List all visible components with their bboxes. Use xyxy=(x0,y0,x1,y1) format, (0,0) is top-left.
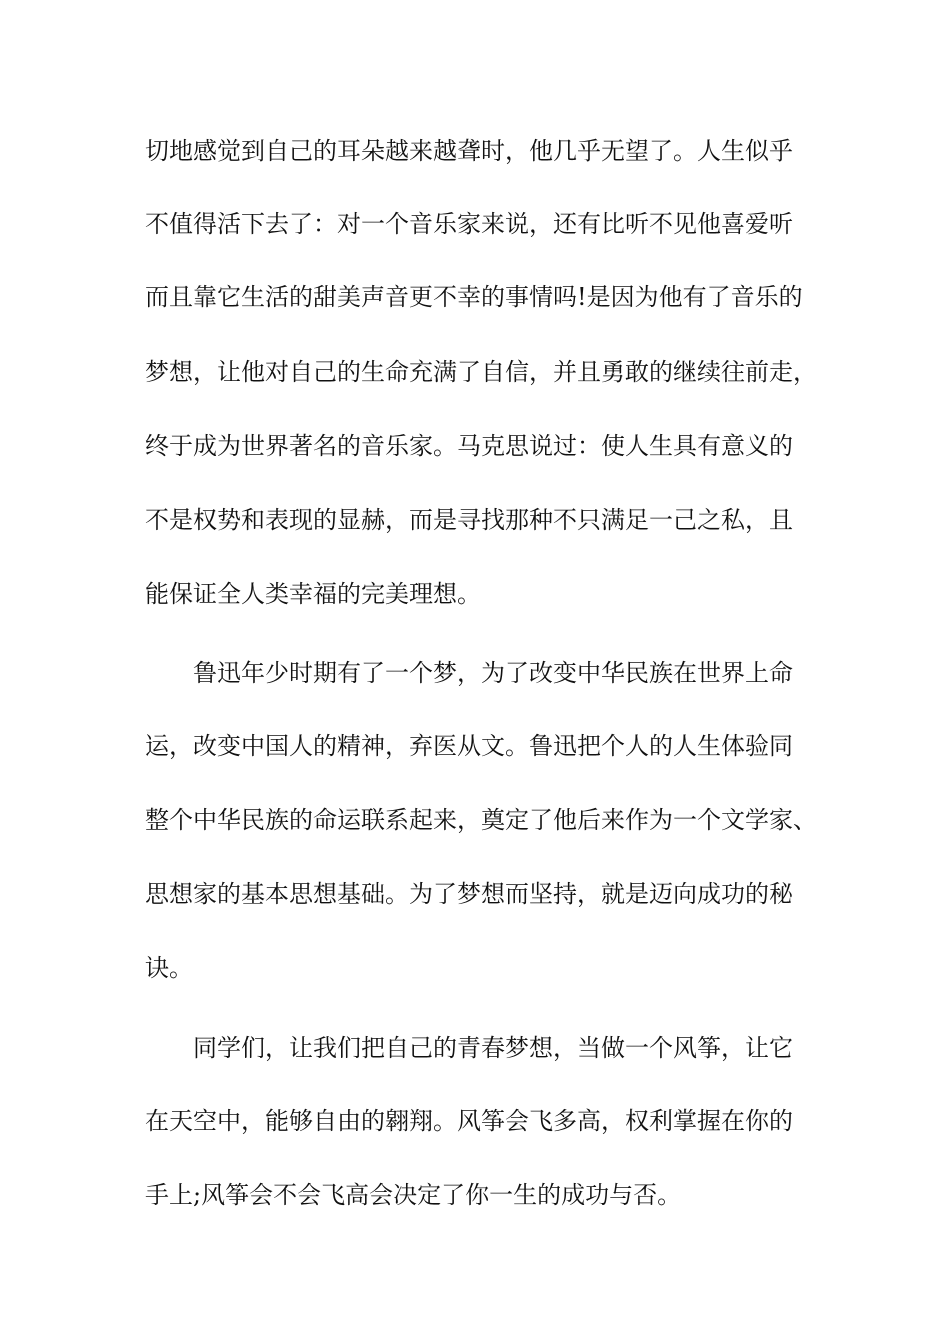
text-line xyxy=(0,426,950,466)
text-line xyxy=(0,726,950,766)
paragraph-start: 鲁迅年少时期有了一个梦，为了改变中华民族在世界上命 xyxy=(193,659,793,687)
text-line xyxy=(0,352,950,392)
text-line-content: 能保证全人类幸福的完美理想。 xyxy=(145,580,481,608)
text-line-content: 整个中华民族的命运联系起来，奠定了他后来作为一个文学家、 xyxy=(145,806,817,834)
text-line xyxy=(0,800,950,840)
text-line xyxy=(0,1101,950,1141)
text-line xyxy=(0,1175,950,1215)
text-line xyxy=(0,948,950,988)
text-line-content: 梦想，让他对自己的生命充满了自信，并且勇敢的继续往前走， xyxy=(145,358,817,386)
text-line xyxy=(0,653,950,693)
text-line-content: 诀。 xyxy=(145,954,193,982)
text-line xyxy=(0,574,950,614)
text-line xyxy=(0,1028,950,1068)
text-line-content: 运，改变中国人的精神，弃医从文。鲁迅把个人的人生体验同 xyxy=(145,732,793,760)
text-line-content: 不是权势和表现的显赫，而是寻找那种不只满足一己之私，且 xyxy=(145,506,793,534)
text-line xyxy=(0,277,950,317)
text-line xyxy=(0,131,950,171)
text-line-content: 终于成为世界著名的音乐家。马克思说过：使人生具有意义的 xyxy=(145,432,793,460)
text-line xyxy=(0,874,950,914)
text-line-content: 思想家的基本思想基础。为了梦想而坚持，就是迈向成功的秘 xyxy=(145,880,793,908)
text-line-content: 而且靠它生活的甜美声音更不幸的事情吗!是因为他有了音乐的 xyxy=(145,283,803,311)
text-line-content: 切地感觉到自己的耳朵越来越聋时，他几乎无望了。人生似乎 xyxy=(145,137,793,165)
text-line-content: 在天空中，能够自由的翱翔。风筝会飞多高，权利掌握在你的 xyxy=(145,1107,793,1135)
paragraph-start: 同学们，让我们把自己的青春梦想，当做一个风筝，让它 xyxy=(193,1034,793,1062)
text-line xyxy=(0,204,950,244)
text-line xyxy=(0,500,950,540)
text-line-content: 不值得活下去了：对一个音乐家来说，还有比听不见他喜爱听 xyxy=(145,210,793,238)
text-line-content: 手上;风筝会不会飞高会决定了你一生的成功与否。 xyxy=(145,1181,682,1209)
